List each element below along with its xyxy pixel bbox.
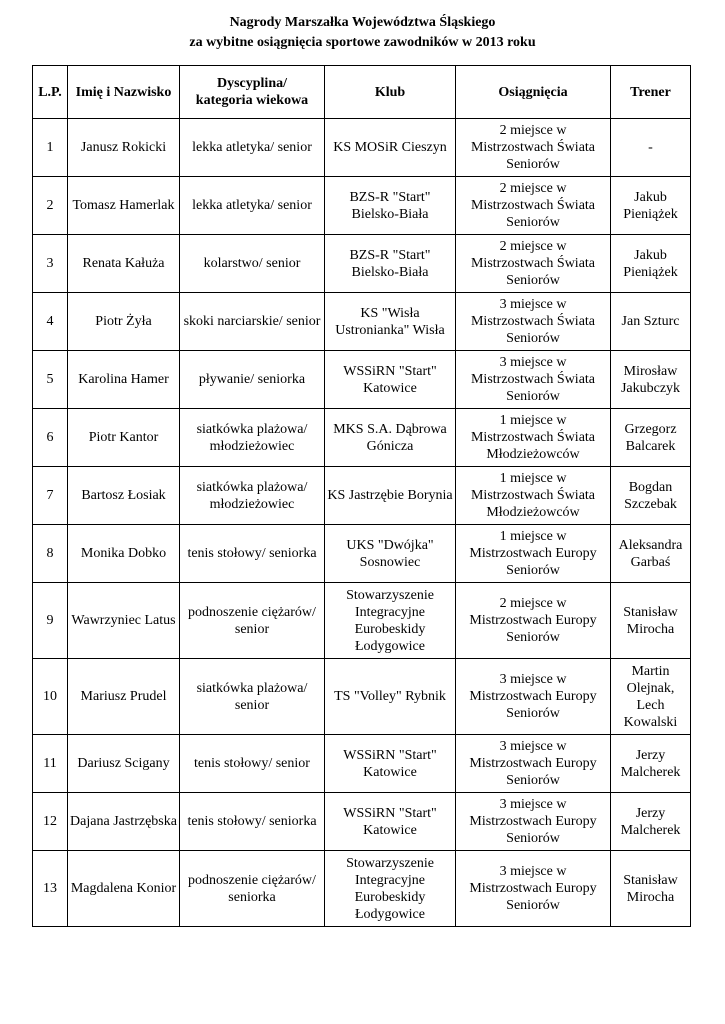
cell-achievement: 3 miejsce w Mistrzostwach Świata Seniorów: [456, 293, 611, 351]
awards-table: [32, 65, 691, 927]
header-name: Imię i Nazwisko: [68, 66, 180, 119]
cell-coach: Jan Szturc: [611, 293, 691, 351]
cell-coach: Mirosław Jakubczyk: [611, 351, 691, 409]
cell-coach: Stanisław Mirocha: [611, 851, 691, 927]
table-row: [33, 735, 691, 793]
cell-lp: 5: [33, 351, 68, 409]
page-title: Nagrody Marszałka Województwa Śląskiego: [229, 15, 496, 30]
cell-name: Tomasz Hamerlak: [68, 177, 180, 235]
cell-club: BZS-R "Start" Bielsko-Biała: [325, 235, 456, 293]
cell-lp: 6: [33, 409, 68, 467]
cell-club: Stowarzyszenie Integracyjne Eurobeskidy Łodygowice: [325, 851, 456, 927]
cell-lp: 12: [33, 793, 68, 851]
cell-name: Karolina Hamer: [68, 351, 180, 409]
table-row: [33, 525, 691, 583]
cell-discipline: kolarstwo/ senior: [180, 235, 325, 293]
cell-lp: 10: [33, 659, 68, 735]
cell-name: Janusz Rokicki: [68, 119, 180, 177]
page-subtitle: za wybitne osiągnięcia sportowe zawodników w 2013 roku: [189, 35, 536, 50]
cell-lp: 7: [33, 467, 68, 525]
cell-club: Stowarzyszenie Integracyjne Eurobeskidy Łodygowice: [325, 583, 456, 659]
cell-name: Piotr Kantor: [68, 409, 180, 467]
cell-discipline: tenis stołowy/ seniorka: [180, 525, 325, 583]
cell-coach: Aleksandra Garbaś: [611, 525, 691, 583]
table-row: [33, 177, 691, 235]
cell-discipline: skoki narciarskie/ senior: [180, 293, 325, 351]
table-row: [33, 293, 691, 351]
cell-coach: Bogdan Szczebak: [611, 467, 691, 525]
cell-achievement: 3 miejsce w Mistrzostwach Świata Seniorów: [456, 351, 611, 409]
cell-lp: 4: [33, 293, 68, 351]
cell-name: Renata Kałuża: [68, 235, 180, 293]
cell-coach: -: [611, 119, 691, 177]
cell-lp: 13: [33, 851, 68, 927]
table-row: [33, 351, 691, 409]
table-row: [33, 793, 691, 851]
cell-name: Bartosz Łosiak: [68, 467, 180, 525]
header-discipline-line2: kategoria wiekowa: [195, 93, 309, 108]
cell-club: KS "Wisła Ustronianka" Wisła: [325, 293, 456, 351]
table-row: [33, 119, 691, 177]
cell-achievement: 2 miejsce w Mistrzostwach Europy Seniorów: [456, 583, 611, 659]
cell-name: Wawrzyniec Latus: [68, 583, 180, 659]
cell-discipline: podnoszenie ciężarów/ seniorka: [180, 851, 325, 927]
table-row: [33, 583, 691, 659]
cell-discipline: pływanie/ seniorka: [180, 351, 325, 409]
cell-discipline: podnoszenie ciężarów/ senior: [180, 583, 325, 659]
cell-coach: Martin Olejnak, Lech Kowalski: [611, 659, 691, 735]
cell-coach: Jerzy Malcherek: [611, 735, 691, 793]
cell-achievement: 1 miejsce w Mistrzostwach Świata Młodzieżowców: [456, 409, 611, 467]
cell-name: Mariusz Prudel: [68, 659, 180, 735]
header-lp: L.P.: [33, 66, 68, 119]
cell-achievement: 3 miejsce w Mistrzostwach Europy Seniorów: [456, 735, 611, 793]
cell-achievement: 2 miejsce w Mistrzostwach Świata Seniorów: [456, 177, 611, 235]
cell-lp: 8: [33, 525, 68, 583]
cell-coach: Stanisław Mirocha: [611, 583, 691, 659]
cell-club: WSSiRN "Start" Katowice: [325, 735, 456, 793]
table-header-row: [33, 66, 691, 119]
table-row: [33, 409, 691, 467]
cell-name: Monika Dobko: [68, 525, 180, 583]
cell-achievement: 1 miejsce w Mistrzostwach Świata Młodzieżowców: [456, 467, 611, 525]
cell-discipline: tenis stołowy/ seniorka: [180, 793, 325, 851]
cell-club: BZS-R "Start" Bielsko-Biała: [325, 177, 456, 235]
cell-coach: Grzegorz Balcarek: [611, 409, 691, 467]
cell-achievement: 1 miejsce w Mistrzostwach Europy Seniorów: [456, 525, 611, 583]
header-achievements: Osiągnięcia: [456, 66, 611, 119]
cell-club: WSSiRN "Start" Katowice: [325, 793, 456, 851]
cell-coach: Jakub Pieniążek: [611, 177, 691, 235]
cell-club: MKS S.A. Dąbrowa Gónicza: [325, 409, 456, 467]
table-row: [33, 851, 691, 927]
cell-discipline: lekka atletyka/ senior: [180, 177, 325, 235]
cell-club: KS MOSiR Cieszyn: [325, 119, 456, 177]
cell-club: TS "Volley" Rybnik: [325, 659, 456, 735]
header-club: Klub: [325, 66, 456, 119]
cell-lp: 9: [33, 583, 68, 659]
cell-coach: Jerzy Malcherek: [611, 793, 691, 851]
header-discipline: [180, 66, 325, 119]
cell-club: WSSiRN "Start" Katowice: [325, 351, 456, 409]
cell-name: Piotr Żyła: [68, 293, 180, 351]
cell-club: UKS "Dwójka" Sosnowiec: [325, 525, 456, 583]
cell-name: Dajana Jastrzębska: [68, 793, 180, 851]
cell-discipline: siatkówka plażowa/ senior: [180, 659, 325, 735]
cell-discipline: siatkówka plażowa/ młodzieżowiec: [180, 467, 325, 525]
cell-lp: 3: [33, 235, 68, 293]
header-coach: Trener: [611, 66, 691, 119]
cell-achievement: 3 miejsce w Mistrzostwach Europy Seniorów: [456, 793, 611, 851]
cell-coach: Jakub Pieniążek: [611, 235, 691, 293]
cell-discipline: siatkówka plażowa/ młodzieżowiec: [180, 409, 325, 467]
cell-club: KS Jastrzębie Borynia: [325, 467, 456, 525]
cell-achievement: 2 miejsce w Mistrzostwach Świata Seniorów: [456, 235, 611, 293]
cell-lp: 1: [33, 119, 68, 177]
cell-discipline: lekka atletyka/ senior: [180, 119, 325, 177]
table-row: [33, 235, 691, 293]
table-row: [33, 659, 691, 735]
cell-name: Dariusz Scigany: [68, 735, 180, 793]
cell-discipline: tenis stołowy/ senior: [180, 735, 325, 793]
table-row: [33, 467, 691, 525]
cell-achievement: 3 miejsce w Mistrzostwach Europy Seniorów: [456, 659, 611, 735]
cell-lp: 11: [33, 735, 68, 793]
cell-achievement: 3 miejsce w Mistrzostwach Europy Seniorów: [456, 851, 611, 927]
header-discipline-line1: Dyscyplina/: [216, 76, 287, 91]
cell-achievement: 2 miejsce w Mistrzostwach Świata Seniorów: [456, 119, 611, 177]
cell-lp: 2: [33, 177, 68, 235]
cell-name: Magdalena Konior: [68, 851, 180, 927]
